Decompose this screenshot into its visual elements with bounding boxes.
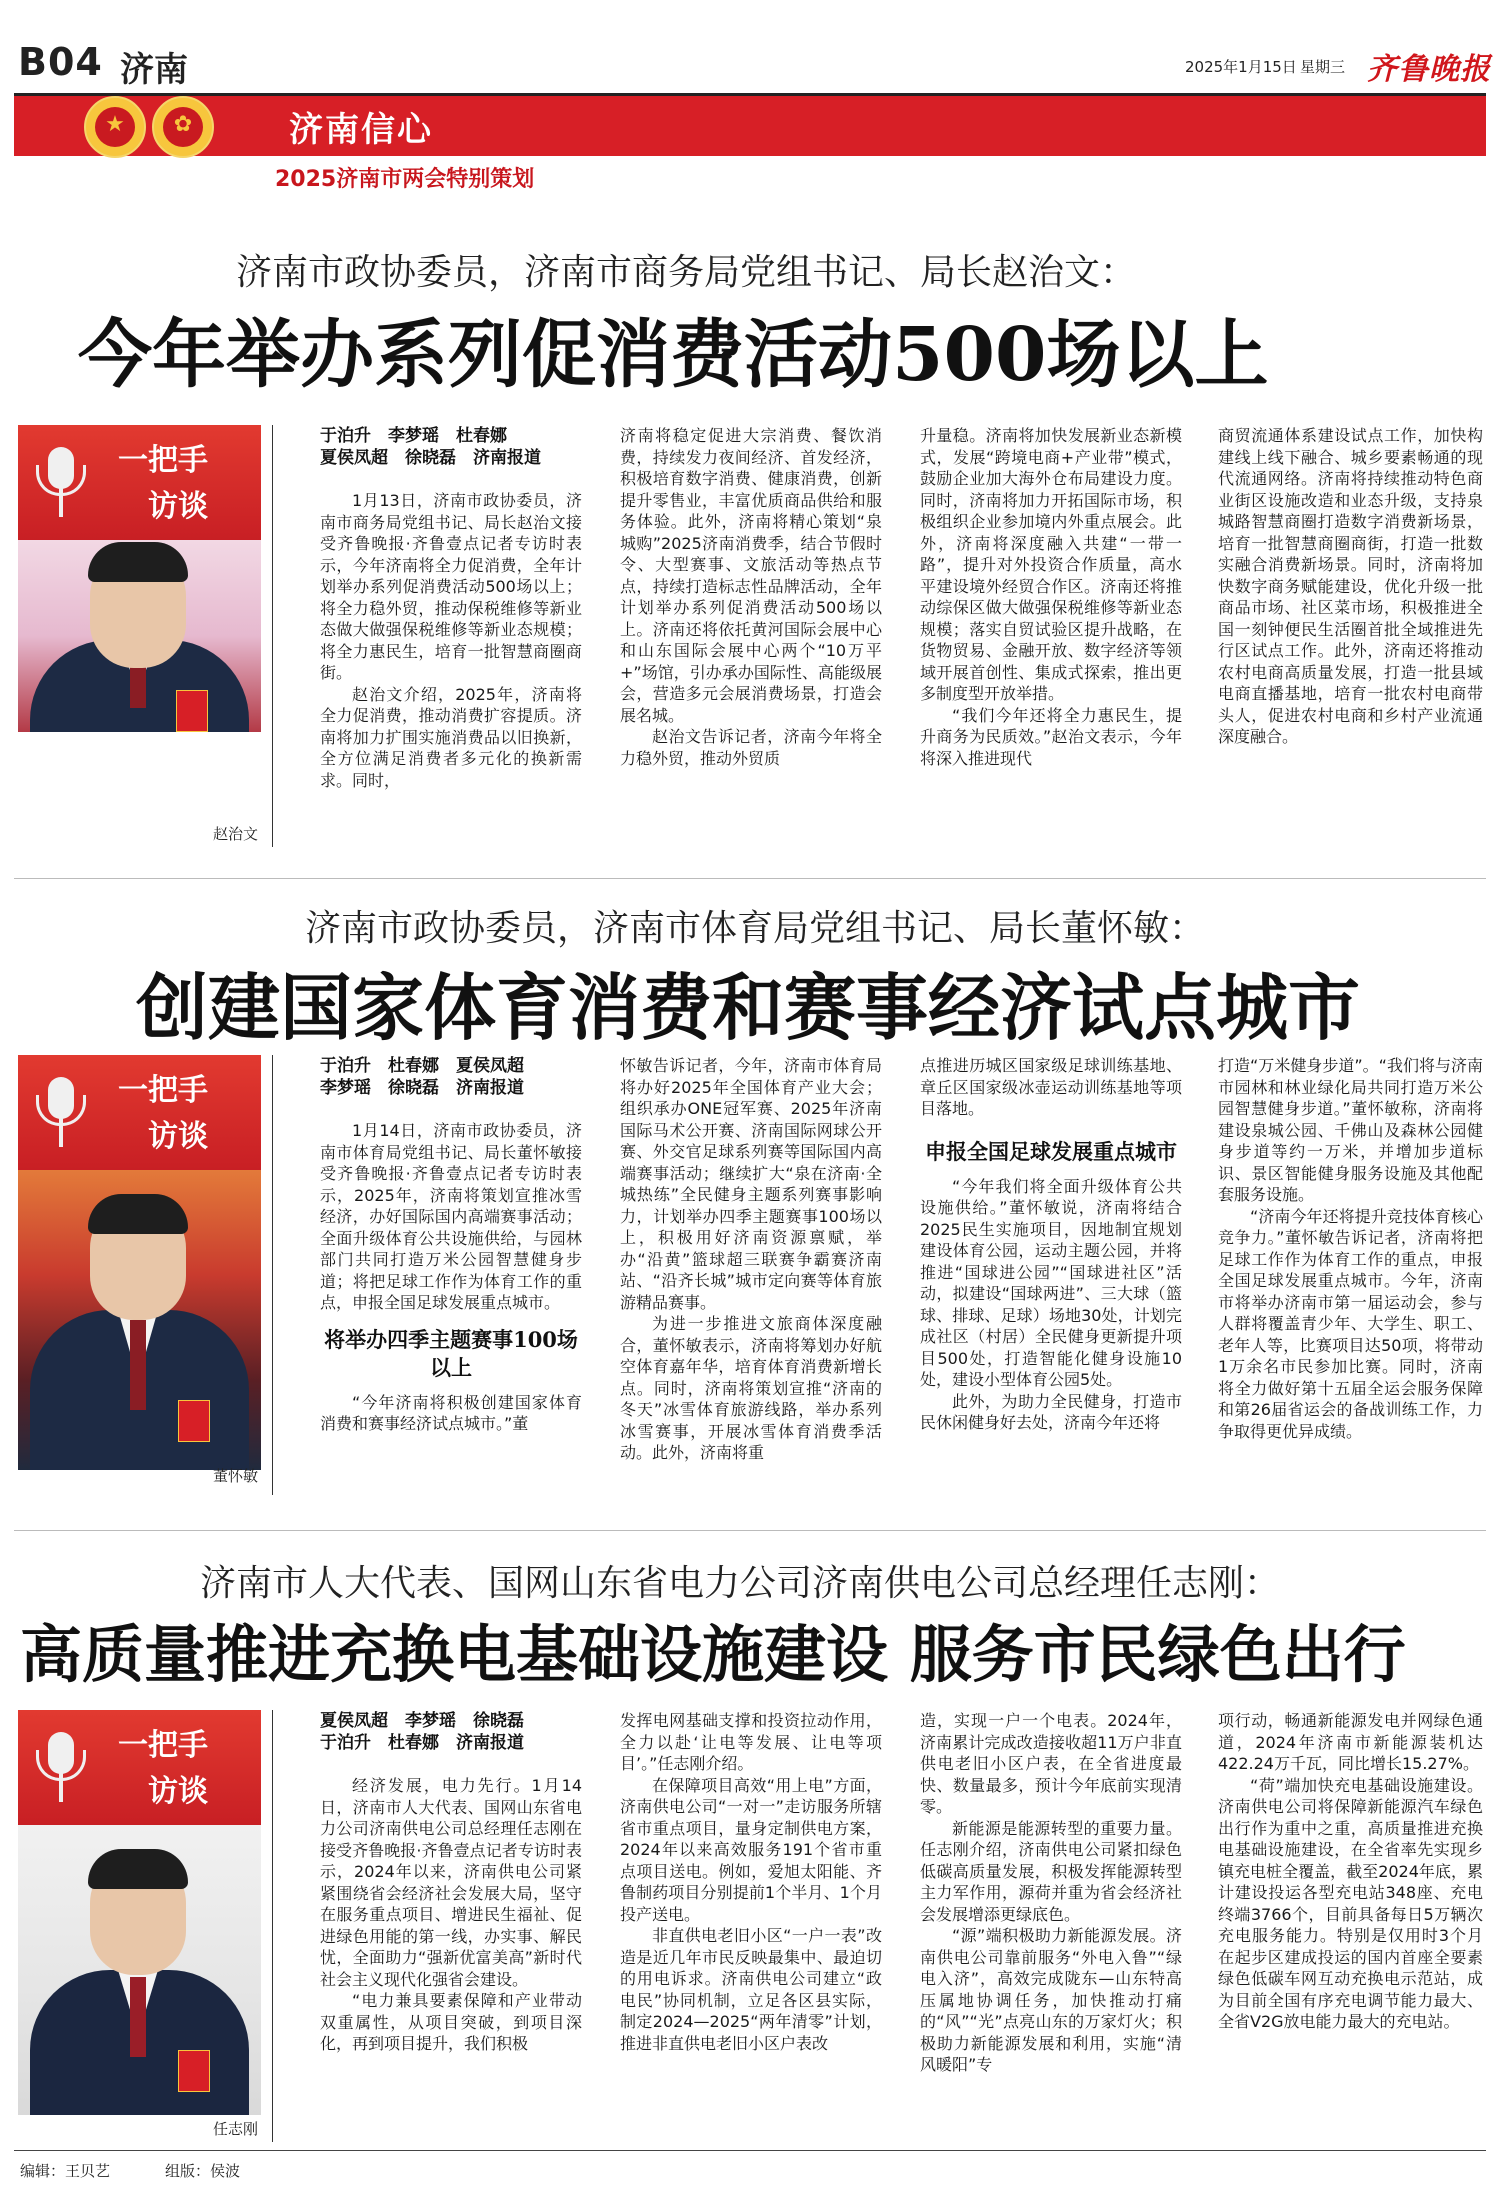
page-number: B04 xyxy=(18,40,103,84)
paragraph: “源”端积极助力新能源发展。济南供电公司靠前服务“外电入鲁”“绿电入济”，高效完成陇东—山东特高压属地协调任务，加快推动打痛的“风”“光”点亮山东的万家灯火；积极助力新能源发展和利用，实施“清风暖阳”专 xyxy=(920,1926,1182,2074)
photo-frame-line xyxy=(272,1710,273,2142)
paragraph: 济南将稳定促进大宗消费、餐饮消费，持续发力夜间经济、首发经济，积极培育数字消费、健康消费，创新提升零售业，丰富优质商品供给和服务体验。此外，济南将精心策划“泉城购”2025济南消费季，结合节假时令、大型赛事、文旅活动等热点节点，持续打造标志性品牌活动，全年计划举办系列促消费活动500场以上。济南还将依托黄河国际会展中心和山东国际会展中心两个“10万平+”场馆，引办承办国际性、高能级展会，营造多元会展消费场景，打造会展名城。 xyxy=(620,426,882,725)
article-1-headline: 今年举办系列促消费活动500场以上 xyxy=(78,312,1269,398)
national-emblem-icon: ★ xyxy=(84,96,146,158)
paragraph: 新能源是能源转型的重要力量。任志刚介绍，济南供电公司紧扣绿色低碳高质量发展，积极发挥能源转型主力军作用，源荷并重为省会经济社会发展增添更绿底色。 xyxy=(920,1818,1182,1924)
article-1-photo-caption: 赵治文 xyxy=(213,825,259,843)
article-2-photo xyxy=(18,1055,261,1495)
article-3-column-1 xyxy=(320,1775,582,2055)
article-3-kicker: 济南市人大代表、国网山东省电力公司济南供电公司总经理任志刚： xyxy=(200,1563,1281,1604)
banner-subtitle: 2025济南市两会特别策划 xyxy=(275,167,535,192)
banner-title: 济南信心 xyxy=(289,110,433,150)
byline-line: 李梦瑶 徐晓磊 济南报道 xyxy=(320,1078,524,1098)
article-separator xyxy=(14,878,1486,879)
portrait-dong-huaimin xyxy=(18,1170,261,1470)
article-3-column-2 xyxy=(620,1710,882,2054)
interview-tag-line2: 访谈 xyxy=(148,1119,208,1154)
paragraph: 1月14日，济南市政协委员，济南市体育局党组书记、局长董怀敏接受齐鲁晚报·齐鲁壹点记者专访时表示，2025年，济南将策划宣推冰雪经济，办好国际国内高端赛事活动；全面升级体育公共设施供给，与园林部门共同打造万米公园智慧健身步道；将把足球工作作为体育工作的重点，申报全国足球发展重点城市。 xyxy=(320,1121,582,1312)
article-3-byline xyxy=(320,1710,524,1754)
article-2-column-1 xyxy=(320,1120,582,1435)
paragraph: “今年济南将积极创建国家体育消费和赛事经济试点城市。”董 xyxy=(320,1392,582,1433)
byline-line: 于泊升 李梦瑶 杜春娜 xyxy=(320,426,507,446)
article-3-photo-caption: 任志刚 xyxy=(213,2120,259,2138)
article-2-column-2 xyxy=(620,1055,882,1464)
issue-weekday: 星期三 xyxy=(1300,58,1346,76)
footer-editor: 编辑：王贝艺 xyxy=(20,2162,111,2180)
article-2-byline xyxy=(320,1055,524,1099)
photo-frame-line xyxy=(272,425,273,847)
article-2-kicker: 济南市政协委员，济南市体育局党组书记、局长董怀敏： xyxy=(305,908,1206,949)
interview-tag xyxy=(18,425,261,540)
paragraph: 升量稳。济南将加快发展新业态新模式，发展“跨境电商+产业带”模式，鼓励企业加大海外仓布局建设力度。同时，济南将加力开拓国际市场，积极组织企业参加境内外重点展会。此外，济南将深度融入共建“一带一路”，提升对外投资合作质量，高水平建设境外经贸合作区。济南还将推动综保区做大做强保税维修等新业态规模；落实自贸试验区提升战略，在货物贸易、金融开放、数字经济等领域开展首创性、集成式探索，推出更多制度型开放举措。 xyxy=(920,426,1182,703)
article-1-photo xyxy=(18,425,261,847)
paragraph: 经济发展，电力先行。1月14日，济南市人大代表、国网山东省电力公司济南供电公司总经理任志刚在接受齐鲁晚报·齐鲁壹点记者专访时表示，2024年以来，济南供电公司紧紧围绕省会经济社会发展大局，坚守在服务重点项目、增进民生福祉、促进绿色用能的第一线，办实事、解民忧，全面助力“强新优富美高”新时代社会主义现代化强省会建设。 xyxy=(320,1776,582,1989)
paragraph: “今年我们将全面升级体育公共设施供给。”董怀敏说，济南将结合2025民生实施项目，因地制宜规划建设体育公园，运动主题公园，并将推进“国球进公园”“国球进社区”活动，拟建设“国球两进”、三大球（篮球、排球、足球）场地30处，计划完成社区（村居）全民健身更新提升项目500处，打造智能化健身设施10处，建设小型体育公园5处。 xyxy=(920,1176,1182,1389)
footer-designer: 组版：侯波 xyxy=(165,2162,241,2180)
article-3-column-3 xyxy=(920,1710,1182,2076)
article-1-byline xyxy=(320,425,541,469)
article-2-subhead-2: 申报全国足球发展重点城市 xyxy=(925,1138,1177,1164)
paragraph: 赵治文告诉记者，济南今年将全力稳外贸，推动外贸质 xyxy=(620,727,882,768)
cppcc-emblem-icon: ✿ xyxy=(152,96,214,158)
paragraph: 点推进历城区国家级足球训练基地、章丘区国家级冰壶运动训练基地等项目落地。 xyxy=(920,1056,1182,1118)
article-1-column-3 xyxy=(920,425,1182,769)
interview-tag-line1: 一把手 xyxy=(118,1073,208,1108)
article-2-column-3 xyxy=(920,1055,1182,1434)
byline-line: 夏侯凤超 徐晓磊 济南报道 xyxy=(320,448,541,468)
interview-tag xyxy=(18,1055,261,1170)
article-1-column-1 xyxy=(320,490,582,791)
photo-frame-line xyxy=(272,1055,273,1495)
article-2-headline: 创建国家体育消费和赛事经济试点城市 xyxy=(136,965,1361,1050)
paragraph: 商贸流通体系建设试点工作，加快构建线上线下融合、城乡要素畅通的现代流通网络。济南将持续推动特色商业街区设施改造和业态升级，支持泉城路智慧商圈打造数字消费新场景，培育一批智慧商圈商街，打造一批数实融合消费新场景。同时，济南将加快数字商务赋能建设，优化升级一批商品市场、社区菜市场，积极推进全国一刻钟便民生活圈首批全域推进先行区试点工作。此外，济南还将推动农村电商高质量发展，打造一批县域电商直播基地，培育一批农村电商带头人，促进农村电商和乡村产业流通深度融合。 xyxy=(1218,426,1483,746)
issue-date: 2025年1月15日 xyxy=(1185,58,1297,76)
article-separator xyxy=(14,1530,1486,1531)
page-section-name: 济南 xyxy=(120,50,188,90)
paragraph: 发挥电网基础支撑和投资拉动作用，全力以赴‘让电等发展、让电等项目’。”任志刚介绍。 xyxy=(620,1711,882,1773)
paragraph: 造，实现一户一个电表。2024年，济南累计完成改造接收超11万户非直供电老旧小区户表，在全省进度最快、数量最多，预计今年底前实现清零。 xyxy=(920,1711,1182,1816)
interview-tag-line1: 一把手 xyxy=(118,443,208,478)
article-2-subhead-1: 将举办四季主题赛事100场以上 xyxy=(324,1326,578,1380)
paragraph: 为进一步推进文旅商体深度融合，董怀敏表示，济南将筹划办好航空体育嘉年华，培育体育消费新增长点。同时，济南将策划宣推“济南的冬天”冰雪体育旅游线路，举办系列冰雪赛事，开展冰雪体育消费季活动。此外，济南将重 xyxy=(620,1314,882,1462)
paragraph: “荷”端加快充电基础设施建设。济南供电公司将保障新能源汽车绿色出行作为重中之重，高质量推进充换电基础设施建设，在全省率先实现乡镇充电桩全覆盖，截至2024年底，累计建设投运各型充电站348座、充电终端3766个，目前具备每日5万辆次充电服务能力。特别是仅用时3个月在起步区建成投运的国内首座全要素绿色低碳车网互动充换电示范站，成为目前全国有序充电调节能力最大、全省V2G放电能力最大的充电站。 xyxy=(1218,1775,1483,2031)
paragraph: 打造“万米健身步道”。“我们将与济南市园林和林业绿化局共同打造万米公园智慧健身步道。”董怀敏称，济南将建设泉城公园、千佛山及森林公园健身步道等约一万米，并增加步道标识、景区智能健身服务设施及其他配套服务设施。 xyxy=(1218,1056,1483,1204)
paragraph: 在保障项目高效“用上电”方面，济南供电公司“一对一”走访服务所辖省市重点项目，量身定制供电方案，2024年以来高效服务191个省市重点项目送电。例如，爱旭太阳能、齐鲁制药项目分别提前1个半月、1个月投产送电。 xyxy=(620,1775,882,1924)
paragraph: “我们今年还将全力惠民生，提升商务为民质效。”赵治文表示，今年将深入推进现代 xyxy=(920,705,1182,768)
article-1-column-2 xyxy=(620,425,882,769)
article-3-column-4 xyxy=(1218,1710,1483,2033)
portrait-ren-zhigang xyxy=(18,1825,261,2115)
interview-tag xyxy=(18,1710,261,1825)
article-2-photo-caption: 董怀敏 xyxy=(213,1467,259,1485)
paragraph: 项行动，畅通新能源发电并网绿色通道，2024年济南市新能源装机达422.24万千瓦，同比增长15.27%。 xyxy=(1218,1711,1483,1773)
article-3-photo xyxy=(18,1710,261,2142)
byline-line: 于泊升 杜春娜 济南报道 xyxy=(320,1733,524,1753)
paragraph: 赵治文介绍，2025年，济南将全力促消费，推动消费扩容提质。济南将加力扩围实施消费品以旧换新，全方位满足消费者多元化的换新需求。同时， xyxy=(320,684,582,790)
interview-tag-line2: 访谈 xyxy=(148,1774,208,1809)
newspaper-logo: 齐鲁晚报 xyxy=(1367,52,1491,87)
portrait-zhao-zhiwen xyxy=(18,540,261,732)
article-1-column-4 xyxy=(1218,425,1483,748)
byline-line: 于泊升 杜春娜 夏侯凤超 xyxy=(320,1056,524,1076)
paragraph: “济南今年还将提升竞技体育核心竞争力。”董怀敏告诉记者，济南将把足球工作作为体育工作的重点，申报全国足球发展重点城市。今年，济南市将举办济南市第一届运动会，参与人群将覆盖青少年、大学生、职工、老年人等，比赛项目达50项，将带动1万余名市民参加比赛。同时，济南将全力做好第十五届全运会服务保障和第26届省运会的备战训练工作，力争取得更优异成绩。 xyxy=(1218,1206,1483,1441)
paragraph: 1月13日，济南市政协委员，济南市商务局党组书记、局长赵治文接受齐鲁晚报·齐鲁壹点记者专访时表示，今年济南将全力促消费，全年计划举办系列促消费活动500场以上；将全力稳外贸，推动保税维修等新业态做大做强保税维修等新业态规模；将全力惠民生，培育一批智慧商圈商街。 xyxy=(320,491,582,682)
paragraph: 此外，为助力全民健身，打造市民休闲健身好去处，济南今年还将 xyxy=(920,1391,1182,1432)
byline-line: 夏侯凤超 李梦瑶 徐晓磊 xyxy=(320,1711,524,1731)
paragraph: “电力兼具要素保障和产业带动双重属性，从项目突破，到项目深化，再到项目提升，我们积极 xyxy=(320,1991,582,2053)
interview-tag-line2: 访谈 xyxy=(148,489,208,524)
article-3-headline: 高质量推进充换电基础设施建设 服务市民绿色出行 xyxy=(20,1618,1406,1691)
paragraph: 怀敏告诉记者，今年，济南市体育局将办好2025年全国体育产业大会；组织承办ONE冠军赛、2025年济南国际马术公开赛、济南国际网球公开赛、外交官足球系列赛等国际国内高端赛事活动；继续扩大“泉在济南·全城热练”全民健身主题系列赛事影响力，计划举办四季主题赛事100场以上，积极用好济南资源禀赋，举办“沿黄”篮球超三联赛争霸赛济南站、“沿齐长城”城市定向赛等体育旅游精品赛事。 xyxy=(620,1056,882,1312)
footer-rule xyxy=(14,2150,1486,2151)
section-banner xyxy=(14,96,1486,156)
article-1-kicker: 济南市政协委员，济南市商务局党组书记、局长赵治文： xyxy=(236,252,1137,293)
article-2-column-4 xyxy=(1218,1055,1483,1442)
interview-tag-line1: 一把手 xyxy=(118,1728,208,1763)
paragraph: 非直供电老旧小区“一户一表”改造是近几年市民反映最集中、最迫切的用电诉求。济南供电公司建立“政电民”协同机制，立足各区县实际，制定2024—2025“两年清零”计划，推进非直供电老旧小区户表改 xyxy=(620,1926,882,2053)
